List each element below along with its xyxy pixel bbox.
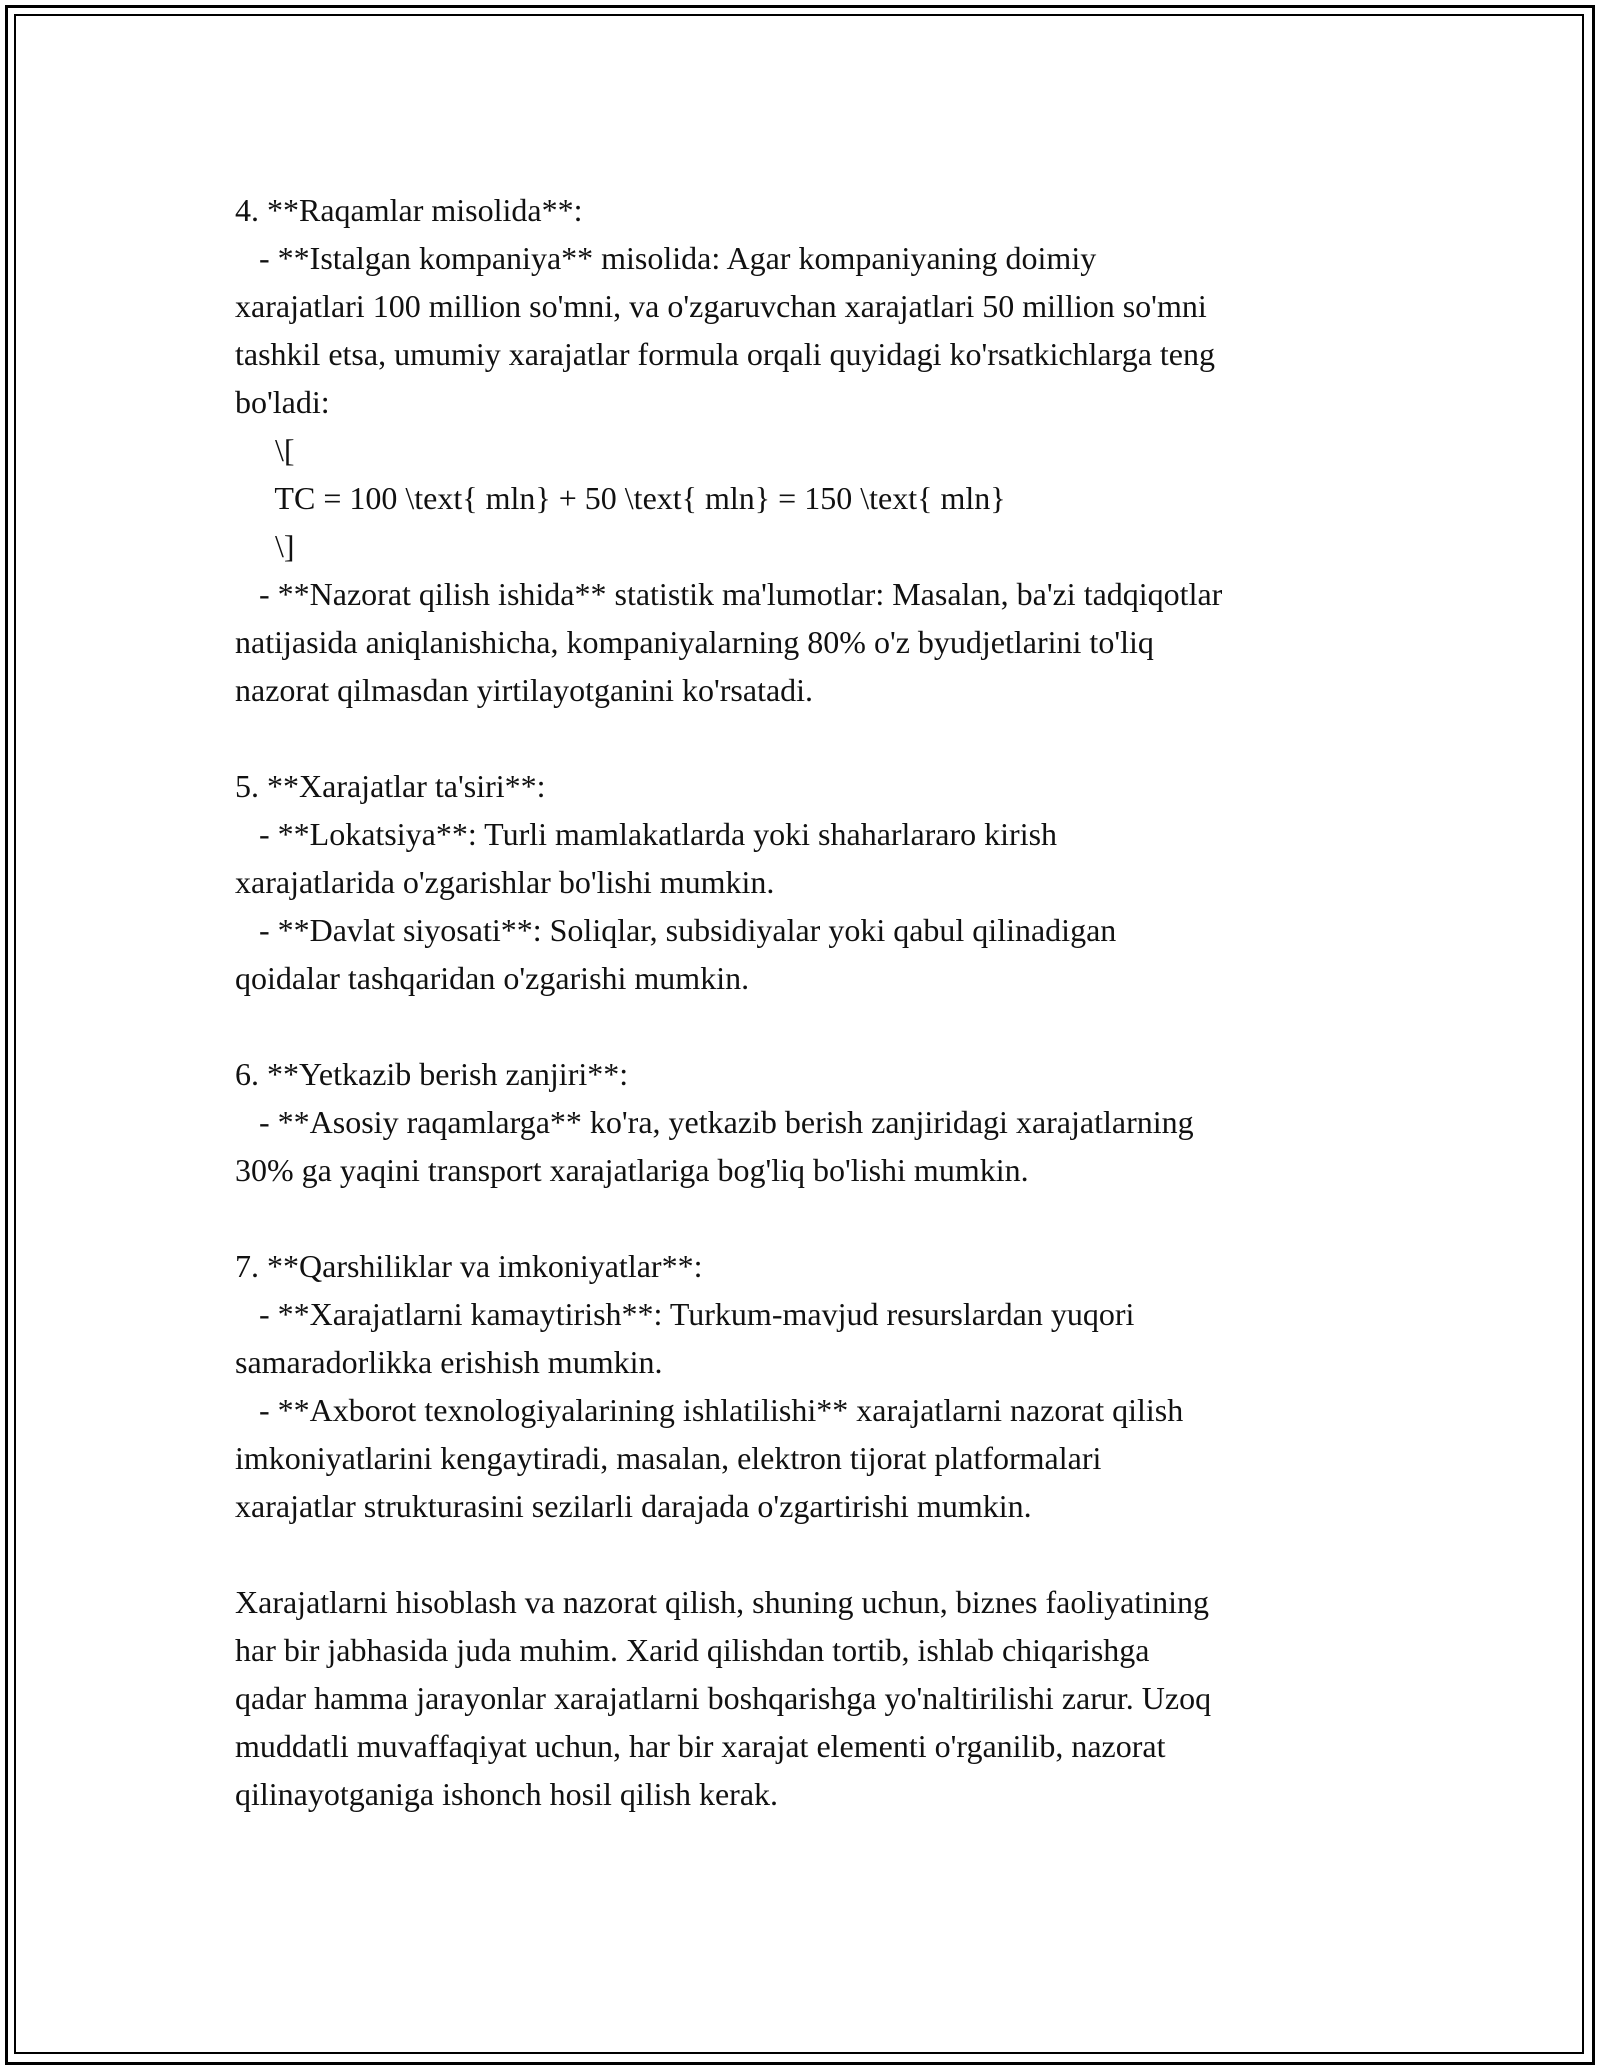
text-line: bo'ladi: <box>235 384 330 420</box>
section-5-heading: 5. **Xarajatlar ta'siri**: <box>235 768 546 804</box>
text-line: - **Istalgan kompaniya** misolida: Agar kompaniyaning doimiy <box>235 240 1097 276</box>
text-line: - **Lokatsiya**: Turli mamlakatlarda yoki shaharlararo kirish <box>235 816 1058 852</box>
text-line: - **Axborot texnologiyalarining ishlatilishi** xarajatlarni nazorat qilish <box>235 1392 1184 1428</box>
text-line: xarajatlari 100 million so'mni, va o'zgaruvchan xarajatlari 50 million so'mni <box>235 288 1207 324</box>
section-6-heading: 6. **Yetkazib berish zanjiri**: <box>235 1056 629 1092</box>
text-line: nazorat qilmasdan yirtilayotganini ko'rsatadi. <box>235 672 814 708</box>
text-line: 30% ga yaqini transport xarajatlariga bog'liq bo'lishi mumkin. <box>235 1152 1029 1188</box>
text-line: xarajatlarida o'zgarishlar bo'lishi mumkin. <box>235 864 775 900</box>
text-line: - **Asosiy raqamlarga** ko'ra, yetkazib berish zanjiridagi xarajatlarning <box>235 1104 1194 1140</box>
text-line: qoidalar tashqaridan o'zgarishi mumkin. <box>235 960 750 996</box>
text-line: xarajatlar strukturasini sezilarli darajada o'zgartirishi mumkin. <box>235 1488 1032 1524</box>
formula-line: \] <box>235 528 295 564</box>
blank-line <box>235 1530 1385 1578</box>
conclusion-line: muddatli muvaffaqiyat uchun, har bir xarajat elementi o'rganilib, nazorat <box>235 1728 1166 1764</box>
text-line: - **Nazorat qilish ishida** statistik ma'lumotlar: Masalan, ba'zi tadqiqotlar <box>235 576 1223 612</box>
text-line: samaradorlikka erishish mumkin. <box>235 1344 663 1380</box>
formula-line: TC = 100 \text{ mln} + 50 \text{ mln} = 150 \text{ mln} <box>235 480 1006 516</box>
conclusion-line: Xarajatlarni hisoblash va nazorat qilish, shuning uchun, biznes faoliyatining <box>235 1584 1209 1620</box>
conclusion-line: qadar hamma jarayonlar xarajatlarni boshqarishga yo'naltirilishi zarur. Uzoq <box>235 1680 1212 1716</box>
document-body <box>235 186 1385 1818</box>
conclusion-line: har bir jabhasida juda muhim. Xarid qilishdan tortib, ishlab chiqarishga <box>235 1632 1150 1668</box>
blank-line <box>235 714 1385 762</box>
conclusion-line: qilinayotganiga ishonch hosil qilish kerak. <box>235 1776 779 1812</box>
blank-line <box>235 1194 1385 1242</box>
text-line: tashkil etsa, umumiy xarajatlar formula orqali quyidagi ko'rsatkichlarga teng <box>235 336 1215 372</box>
blank-line <box>235 1002 1385 1050</box>
formula-line: \[ <box>235 432 295 468</box>
section-7-heading: 7. **Qarshiliklar va imkoniyatlar**: <box>235 1248 703 1284</box>
text-line: imkoniyatlarini kengaytiradi, masalan, elektron tijorat platformalari <box>235 1440 1102 1476</box>
text-line: - **Xarajatlarni kamaytirish**: Turkum-mavjud resurslardan yuqori <box>235 1296 1135 1332</box>
text-line: - **Davlat siyosati**: Soliqlar, subsidiyalar yoki qabul qilinadigan <box>235 912 1117 948</box>
section-4-heading: 4. **Raqamlar misolida**: <box>235 192 583 228</box>
text-line: natijasida aniqlanishicha, kompaniyalarning 80% o'z byudjetlarini to'liq <box>235 624 1154 660</box>
